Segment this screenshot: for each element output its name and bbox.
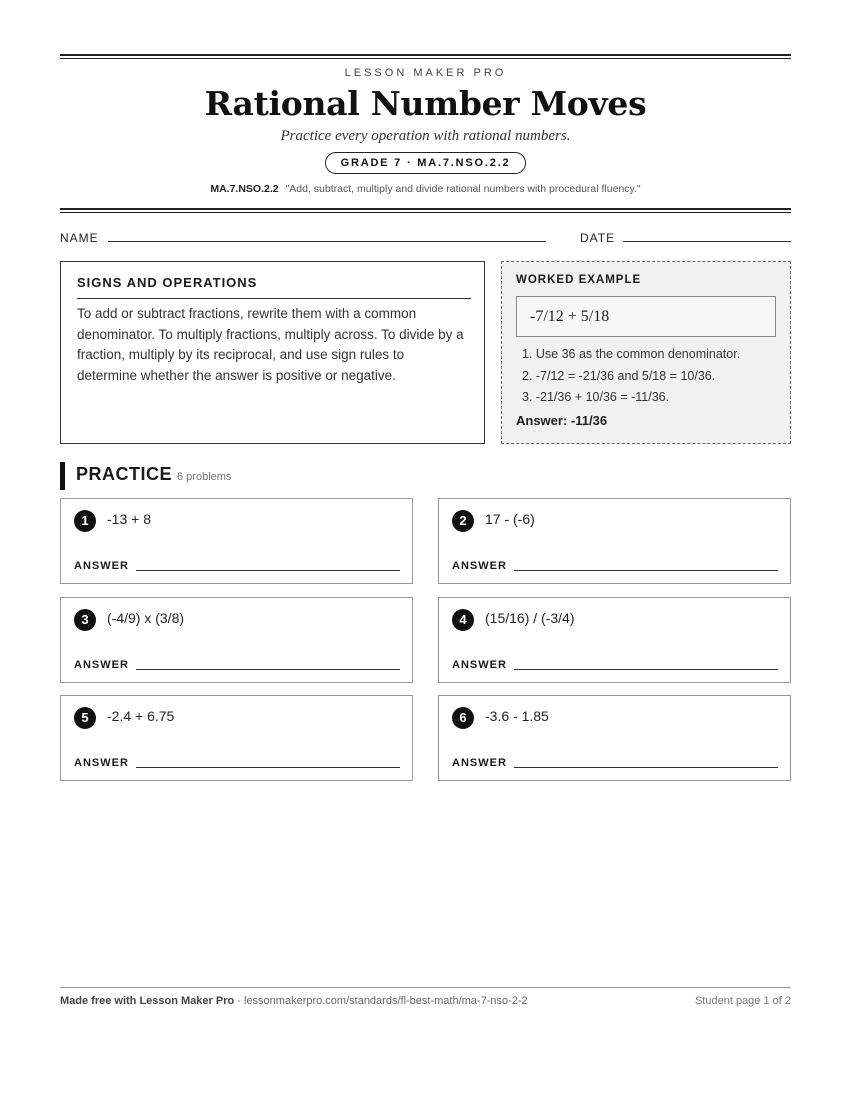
worked-example-box — [501, 261, 791, 444]
problem-number: 1 — [74, 510, 96, 532]
problem-text: -2.4 + 6.75 — [107, 708, 175, 724]
footer-page-number: Student page 1 of 2 — [694, 995, 791, 1007]
worked-example-title: WORKED EXAMPLE — [516, 274, 642, 286]
problem-card — [438, 597, 791, 683]
problem-card — [438, 695, 791, 781]
answer-field[interactable] — [514, 669, 778, 670]
header-bottom-rule — [60, 208, 791, 213]
footer-made-with: Made free with Lesson Maker Pro — [60, 995, 235, 1007]
problem-text: -13 + 8 — [107, 511, 151, 527]
problem-number: 5 — [74, 707, 96, 729]
answer-field[interactable] — [136, 669, 400, 670]
problem-number: 2 — [452, 510, 474, 532]
answer-field[interactable] — [136, 767, 400, 768]
date-label: DATE — [580, 231, 616, 245]
standard-code: MA.7.NSO.2.2 — [210, 183, 279, 195]
worked-example-step: 3. -21/36 + 10/36 = -11/36. — [522, 390, 670, 404]
signs-text: To add or subtract fractions, rewrite them with a common denominator. To multiply fractions, multiply across. To divide by a fraction, multiply by its reciprocal, and use sign rules to determine whether the answer is positive or negative. — [77, 306, 464, 383]
footer-credit — [60, 995, 528, 1007]
answer-label: ANSWER — [452, 659, 507, 671]
name-label: NAME — [60, 231, 99, 245]
worked-example-answer: Answer: -11/36 — [516, 413, 608, 428]
problem-card — [60, 695, 413, 781]
problem-card — [438, 498, 791, 584]
signs-and-operations-box — [60, 261, 485, 444]
footer-rule — [60, 987, 791, 988]
answer-label: ANSWER — [74, 659, 129, 671]
answer-label: ANSWER — [452, 757, 507, 769]
name-field[interactable] — [108, 241, 546, 242]
practice-title: PRACTICE — [76, 464, 173, 484]
grade-badge: GRADE 7 · MA.7.NSO.2.2 — [325, 152, 527, 174]
problem-card — [60, 498, 413, 584]
answer-field[interactable] — [136, 570, 400, 571]
date-field[interactable] — [623, 241, 791, 242]
problem-text: -3.6 - 1.85 — [485, 708, 549, 724]
worked-example-step: 1. Use 36 as the common denominator. — [522, 347, 741, 361]
worked-example-expression: -7/12 + 5/18 — [516, 296, 776, 337]
answer-field[interactable] — [514, 570, 778, 571]
standard-text: "Add, subtract, multiply and divide rational numbers with procedural fluency." — [285, 183, 641, 195]
problem-number: 3 — [74, 609, 96, 631]
practice-accent-bar — [60, 462, 65, 490]
signs-title: SIGNS AND OPERATIONS — [77, 275, 258, 290]
problem-number: 4 — [452, 609, 474, 631]
problem-text: (-4/9) x (3/8) — [107, 610, 185, 626]
answer-label: ANSWER — [74, 757, 129, 769]
signs-divider — [77, 298, 471, 299]
problem-text: 17 - (-6) — [485, 511, 535, 527]
worksheet-page — [60, 0, 791, 1100]
footer-url[interactable]: · lessonmakerpro.com/standards/fl-best-math/ma-7-nso-2-2 — [234, 995, 528, 1007]
answer-label: ANSWER — [74, 560, 129, 572]
answer-field[interactable] — [514, 767, 778, 768]
worked-example-step: 2. -7/12 = -21/36 and 5/18 = 10/36. — [522, 368, 716, 383]
standard-description — [60, 183, 791, 195]
page-subtitle: Practice every operation with rational numbers. — [280, 128, 571, 144]
practice-count: 6 problems — [177, 471, 232, 483]
problem-text: (15/16) / (-3/4) — [485, 610, 575, 626]
page-title: Rational Number Moves — [204, 84, 647, 123]
answer-label: ANSWER — [452, 560, 507, 572]
problem-card — [60, 597, 413, 683]
worked-example-steps — [522, 344, 740, 409]
problem-number: 6 — [452, 707, 474, 729]
brand-name: LESSON MAKER PRO — [344, 67, 507, 79]
header-top-rule — [60, 54, 791, 59]
